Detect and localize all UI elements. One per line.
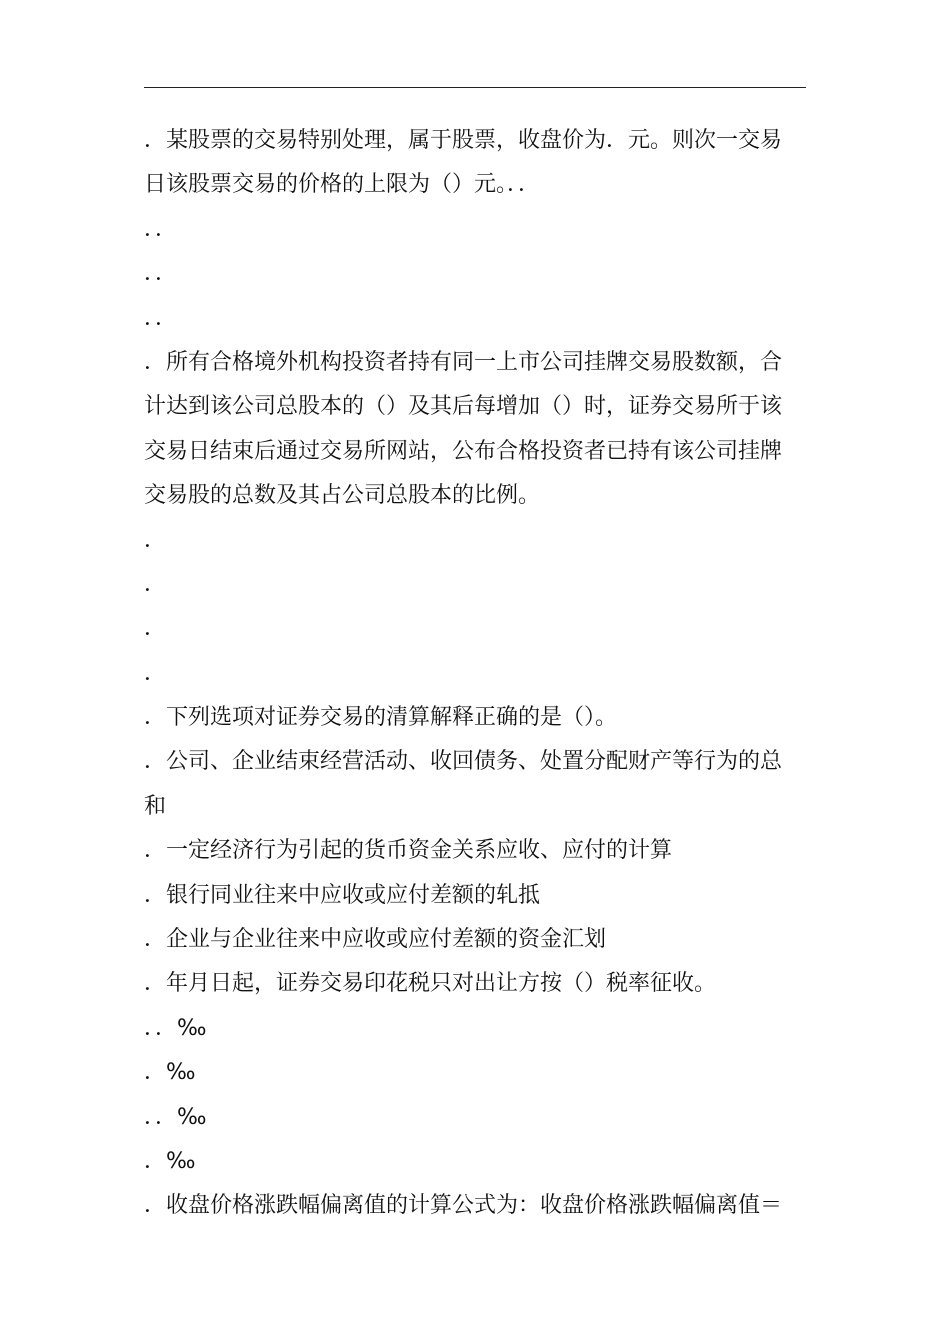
question-2-option: ． [144,571,167,597]
question-4-option: ．．‰ [144,1015,207,1041]
question-4-option: ．‰ [144,1148,196,1174]
question-4-option: ．‰ [144,1060,196,1086]
question-5-line-1: ．收盘价格涨跌幅偏离值的计算公式为：收盘价格涨跌幅偏离值＝ [144,1193,783,1219]
question-2-option: ． [144,616,167,642]
question-2-line-2: 计达到该公司总股本的（）及其后每增加（）时，证券交易所于该 [144,394,783,420]
question-4-option: ．．‰ [144,1104,207,1130]
question-4-line-1: ．年月日起，证券交易印花税只对出让方按（）税率征收。 [144,971,717,997]
question-1-option: ．． [144,261,178,287]
question-3-option-line-1: ．公司、企业结束经营活动、收回债务、处置分配财产等行为的总 [144,749,783,775]
header-rule [144,87,806,88]
question-2-option: ． [144,660,167,686]
question-2-line-3: 交易日结束后通过交易所网站，公布合格投资者已持有该公司挂牌 [144,438,783,464]
question-3-option: ．企业与企业往来中应收或应付差额的资金汇划 [144,927,607,953]
question-3-option-line-2: 和 [144,793,167,819]
question-1-option: ．． [144,216,178,242]
question-3-line-1: ．下列选项对证券交易的清算解释正确的是（）。 [144,705,618,731]
question-1-line-2: 日该股票交易的价格的上限为（）元。．． [144,172,541,198]
question-3-option: ．银行同业往来中应收或应付差额的轧抵 [144,882,541,908]
question-1-option: ．． [144,305,178,331]
question-3-option: ．一定经济行为引起的货币资金关系应收、应付的计算 [144,838,673,864]
document-body [144,119,808,1229]
question-2-line-1: ．所有合格境外机构投资者持有同一上市公司挂牌交易股数额，合 [144,349,783,375]
question-1-line-1: ．某股票的交易特别处理，属于股票，收盘价为．元。则次一交易 [144,128,783,153]
question-2-line-4: 交易股的总数及其占公司总股本的比例。 [144,483,541,509]
question-2-option: ． [144,527,167,553]
